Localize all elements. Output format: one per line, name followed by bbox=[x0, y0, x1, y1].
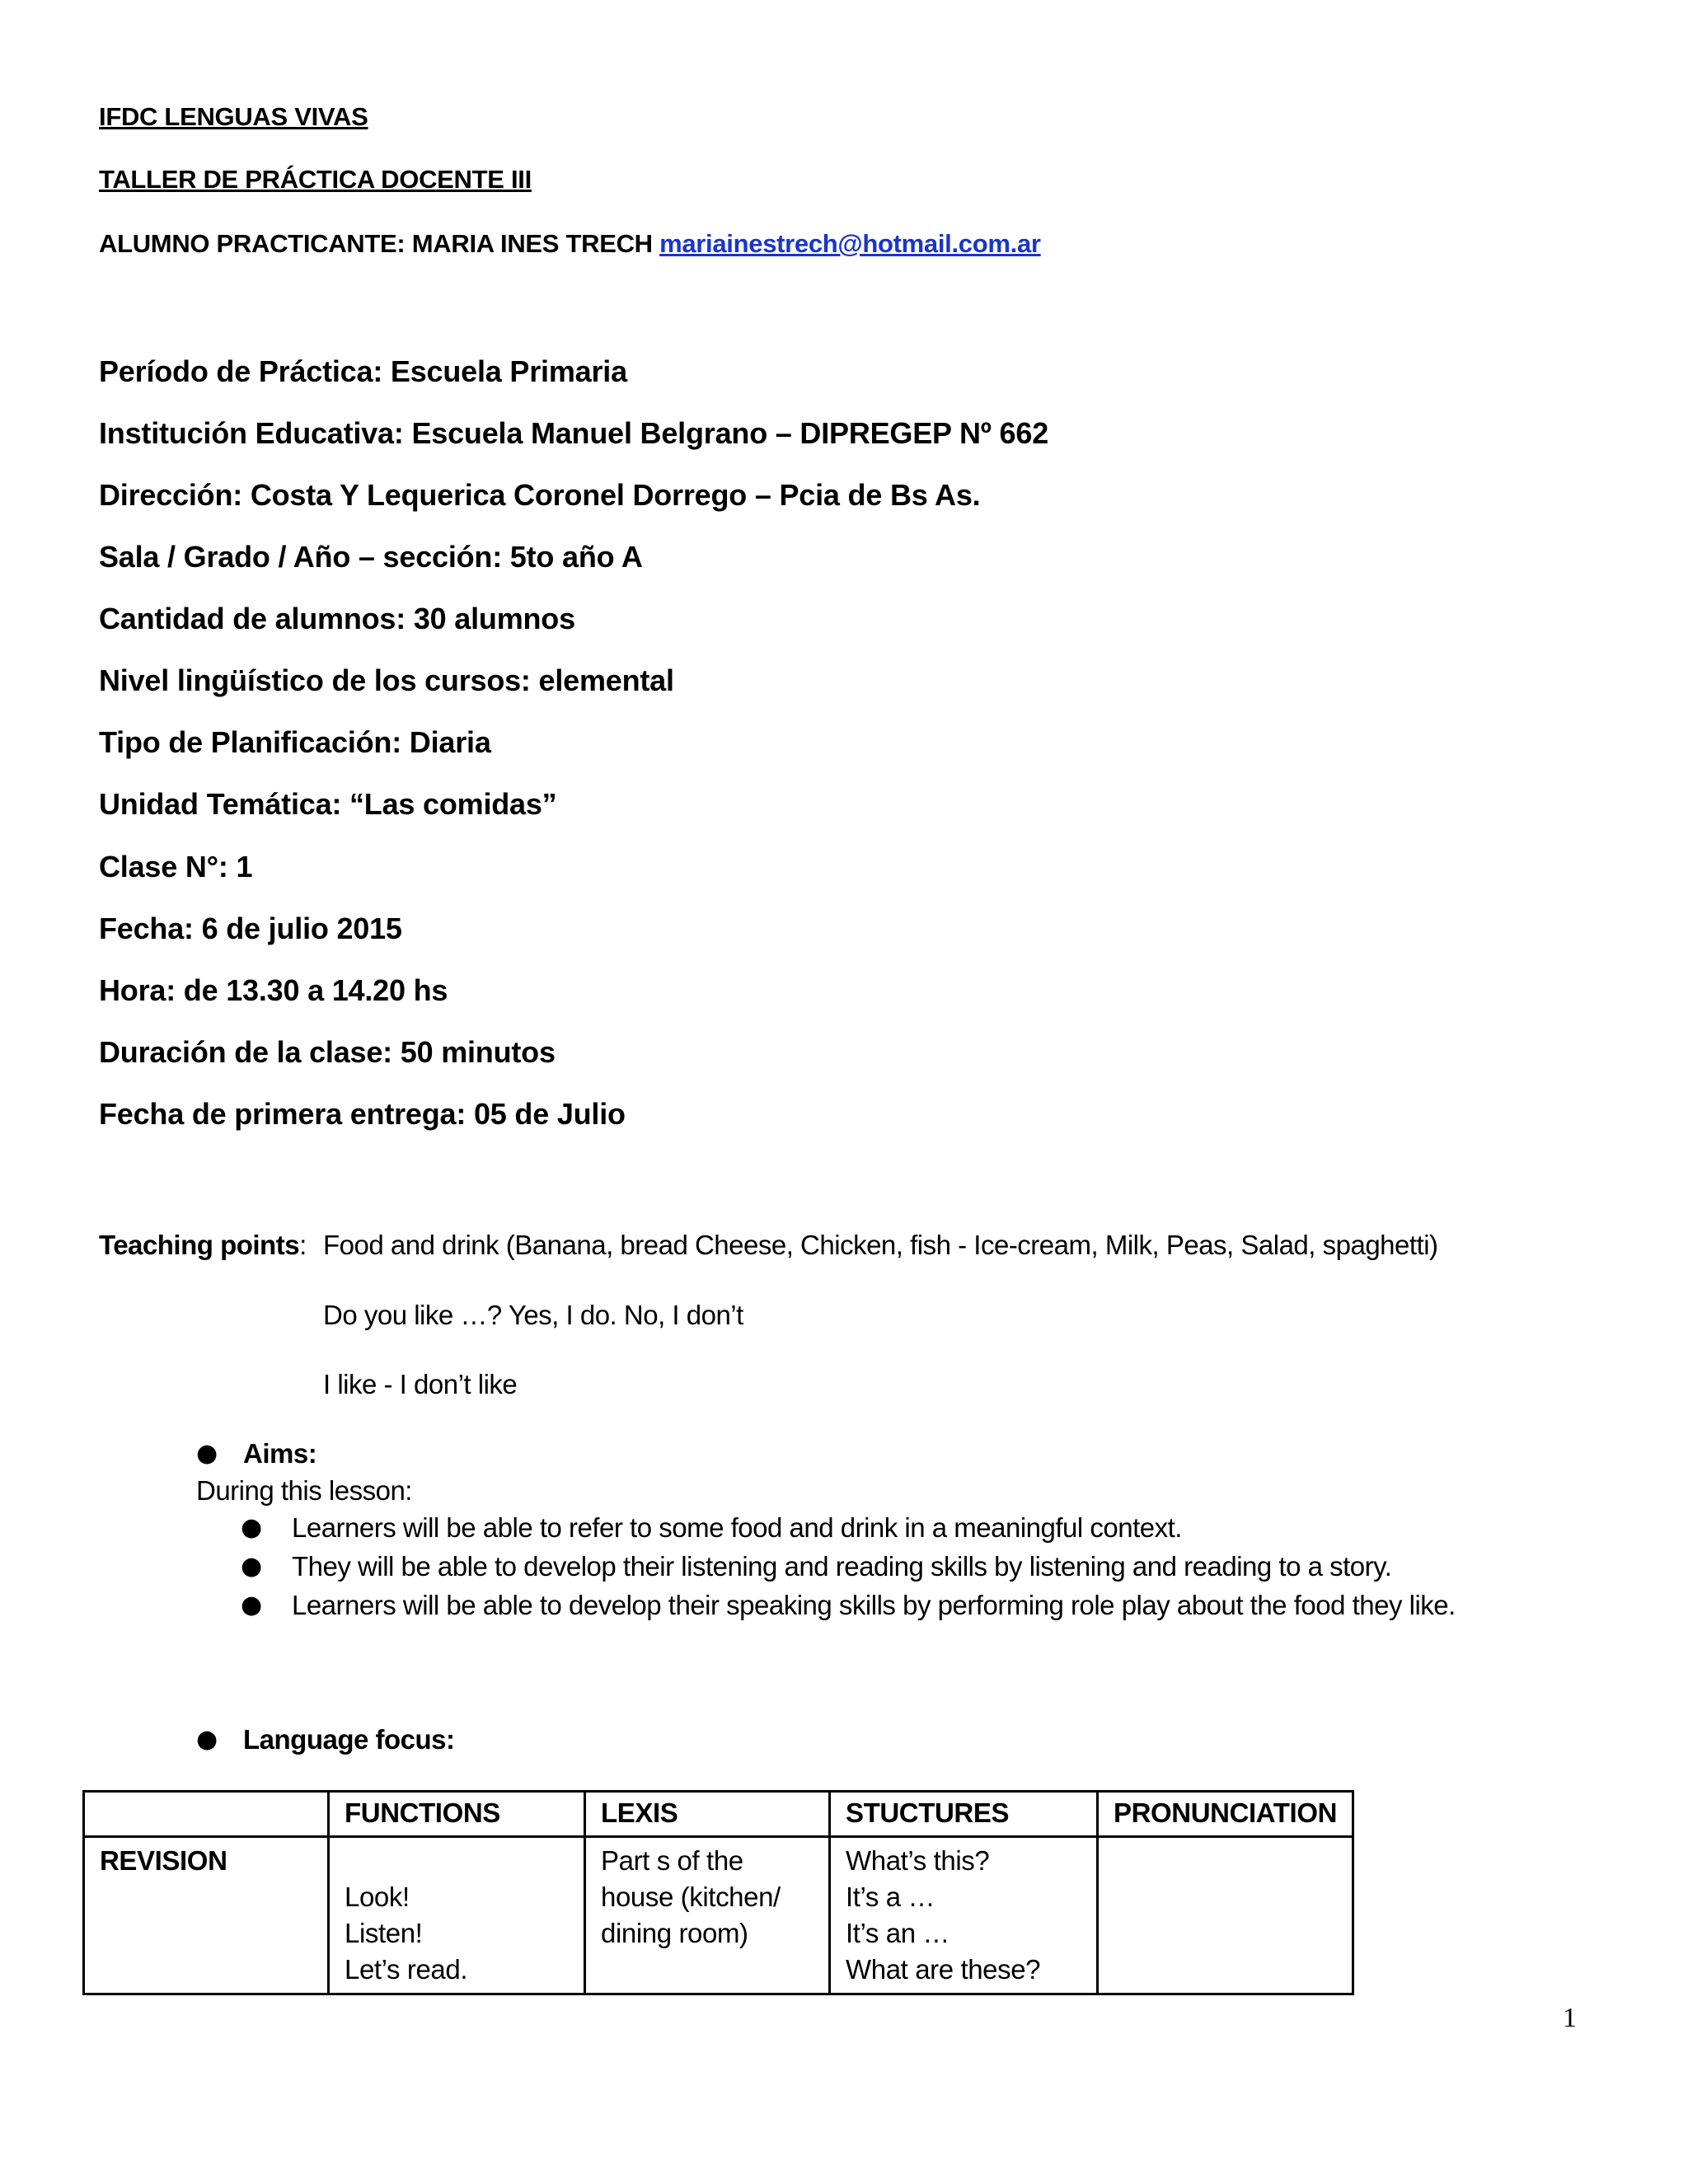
cell-line: Listen! bbox=[345, 1918, 423, 1948]
language-focus-heading: Language focus: bbox=[243, 1724, 455, 1755]
column-header-lexis: LEXIS bbox=[585, 1792, 830, 1837]
cell-line: It’s a … bbox=[846, 1882, 935, 1912]
cell-pronunciation bbox=[1098, 1837, 1353, 1994]
aims-intro: During this lesson: bbox=[196, 1475, 412, 1506]
teaching-point-line: Food and drink (Banana, bread Cheese, Chicken, fish - Ice-cream, Milk, Peas, Salad, spaghetti) bbox=[323, 1230, 1438, 1260]
language-focus-table bbox=[82, 1790, 1354, 1995]
info-line-first-delivery: Fecha de primera entrega: 05 de Julio bbox=[99, 1097, 626, 1131]
cell-line: What are these? bbox=[846, 1954, 1041, 1985]
column-header-pronunciation: PRONUNCIATION bbox=[1098, 1792, 1353, 1837]
info-line-class-number: Clase N°: 1 bbox=[99, 850, 253, 883]
column-header-blank bbox=[84, 1792, 329, 1837]
info-line-date: Fecha: 6 de julio 2015 bbox=[99, 912, 402, 945]
aim-item: Learners will be able to refer to some food and drink in a meaningful context. bbox=[292, 1512, 1182, 1543]
cell-line: Look! bbox=[345, 1882, 410, 1912]
info-line-grade: Sala / Grado / Año – sección: 5to año A bbox=[99, 540, 643, 574]
bullet-icon: ● bbox=[241, 1513, 263, 1542]
cell-lexis bbox=[585, 1837, 830, 1994]
teaching-points-label: Teaching points bbox=[99, 1230, 300, 1260]
column-header-functions: FUNCTIONS bbox=[329, 1792, 585, 1837]
cell-line: Part s of the bbox=[601, 1845, 743, 1876]
table-header-row bbox=[84, 1792, 1353, 1837]
info-line-plan-type: Tipo de Planificación: Diaria bbox=[99, 725, 491, 759]
cell-line: Let’s read. bbox=[345, 1954, 468, 1985]
workshop-heading: TALLER DE PRÁCTICA DOCENTE III bbox=[99, 165, 532, 194]
info-line-unit: Unidad Temática: “Las comidas” bbox=[99, 787, 557, 821]
email-link[interactable]: mariainestrech@hotmail.com.ar bbox=[659, 229, 1041, 258]
cell-line: dining room) bbox=[601, 1918, 748, 1948]
column-header-structures: STUCTURES bbox=[830, 1792, 1098, 1837]
teaching-points bbox=[99, 1230, 307, 1261]
institute-heading: IFDC LENGUAS VIVAS bbox=[99, 102, 368, 131]
cell-structures bbox=[830, 1837, 1098, 1994]
student-line bbox=[99, 229, 1041, 259]
aim-item: Learners will be able to develop their speaking skills by performing role play about the food they like. bbox=[292, 1590, 1456, 1620]
teaching-point-line: Do you like …? Yes, I do. No, I don’t bbox=[323, 1300, 743, 1330]
student-label: ALUMNO PRACTICANTE: MARIA INES TRECH bbox=[99, 229, 653, 258]
info-line-period: Período de Práctica: Escuela Primaria bbox=[99, 354, 627, 388]
cell-line bbox=[345, 1843, 569, 1879]
info-line-level: Nivel lingüístico de los cursos: elemental bbox=[99, 663, 674, 697]
info-line-institution: Institución Educativa: Escuela Manuel Belgrano – DIPREGEP Nº 662 bbox=[99, 416, 1049, 450]
teaching-points-separator: : bbox=[299, 1230, 307, 1260]
cell-line: What’s this? bbox=[846, 1845, 990, 1876]
aim-item: They will be able to develop their listening and reading skills by listening and reading to a story. bbox=[292, 1551, 1392, 1582]
row-label-revision: REVISION bbox=[84, 1837, 329, 1994]
cell-line: house (kitchen/ bbox=[601, 1882, 781, 1912]
info-line-duration: Duración de la clase: 50 minutos bbox=[99, 1035, 556, 1069]
page-number: 1 bbox=[1563, 2003, 1577, 2033]
info-line-students: Cantidad de alumnos: 30 alumnos bbox=[99, 602, 575, 635]
bullet-icon: ● bbox=[241, 1552, 263, 1581]
bullet-icon: ● bbox=[196, 1439, 218, 1468]
cell-functions bbox=[329, 1837, 585, 1994]
cell-line: It’s an … bbox=[846, 1918, 950, 1948]
info-line-time: Hora: de 13.30 a 14.20 hs bbox=[99, 973, 448, 1007]
bullet-icon: ● bbox=[241, 1591, 263, 1619]
table-row bbox=[84, 1837, 1353, 1994]
info-line-address: Dirección: Costa Y Lequerica Coronel Dorrego – Pcia de Bs As. bbox=[99, 478, 981, 512]
teaching-point-line: I like - I don’t like bbox=[323, 1369, 518, 1399]
aims-heading: Aims: bbox=[243, 1438, 317, 1469]
bullet-icon: ● bbox=[196, 1725, 218, 1754]
